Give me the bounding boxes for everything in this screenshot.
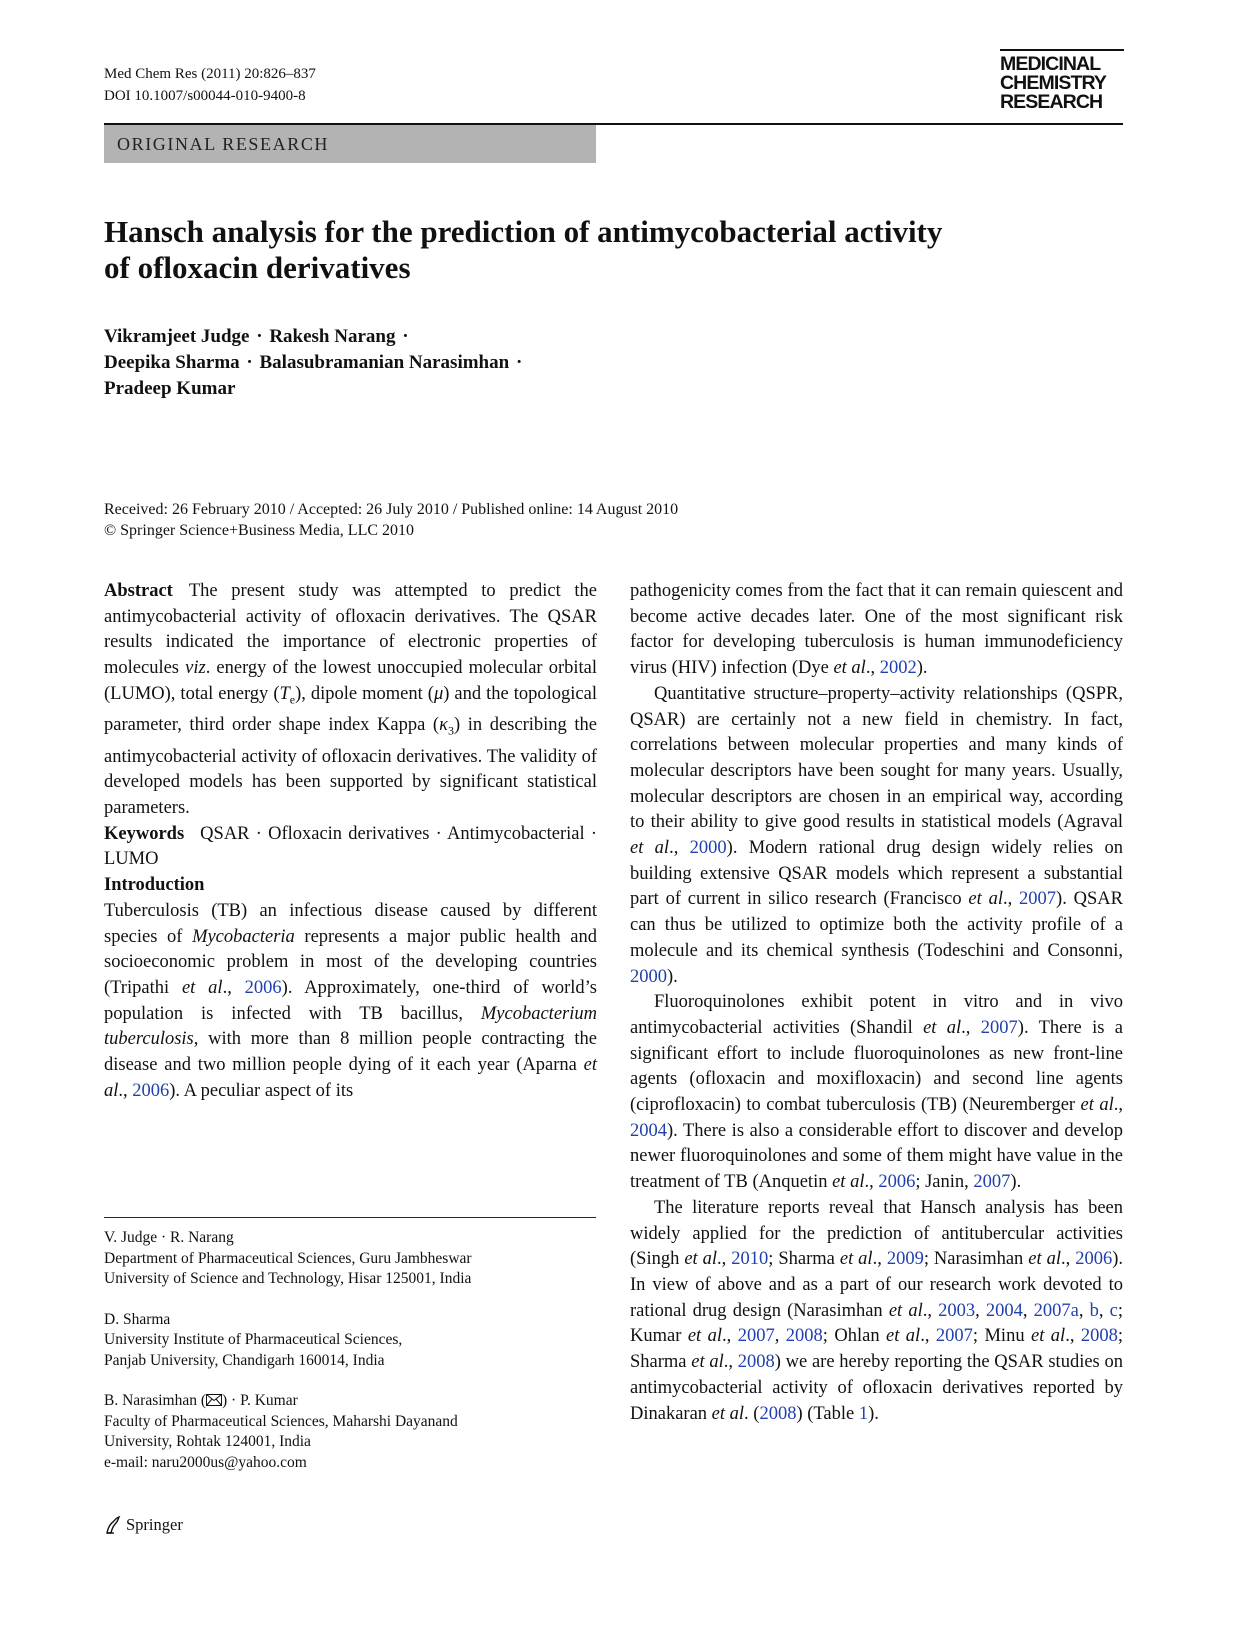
author-list	[104, 324, 524, 402]
citation-link[interactable]: 2006	[244, 977, 282, 998]
citation-link[interactable]: 2010	[731, 1249, 769, 1270]
title-line: of ofloxacin derivatives	[104, 250, 411, 285]
citation-link[interactable]: 2000	[630, 966, 667, 987]
citation-link[interactable]: 2007	[973, 1172, 1011, 1193]
publisher-name: Springer	[126, 1515, 183, 1534]
email-address[interactable]: e-mail: naru2000us@yahoo.com	[104, 1453, 307, 1471]
logo-line: RESEARCH	[1000, 91, 1103, 113]
citation-link[interactable]: 2009	[886, 1249, 924, 1270]
intro-paragraph: Tuberculosis (TB) an infectious disease caused by different species of Mycobacteria represents a major public health and socioeconomic problem in most of the developing countries (Tripathi et al., 2006). Approximately, one-third of world’s population is infected with TB bacillus, Mycobacterium tuberculosis, with more than 8 million people contracting the disease and two million people dying of it each year (Aparna et al., 2006). A peculiar aspect of its	[104, 900, 597, 1101]
citation-link[interactable]: 2007	[935, 1326, 973, 1347]
citation-link[interactable]: 2007	[737, 1326, 775, 1347]
section-heading-introduction: Introduction	[104, 875, 205, 896]
citation-link[interactable]: 2000	[689, 838, 727, 859]
history-dates: Received: 26 February 2010 / Accepted: 26 July 2010 / Published online: 14 August 2010	[104, 501, 679, 518]
article-type-banner: ORIGINAL RESEARCH	[104, 125, 596, 163]
citation-link[interactable]: 2008	[785, 1326, 823, 1347]
publisher-footer	[104, 1515, 183, 1535]
body-paragraph: Fluoroquinolones exhibit potent in vitro and in vivo antimycobacterial activities (Shandil et al., 2007). There is a significant effort to include fluoroquinolones as new front-line agents (ofloxacin and moxifloxacin) and second line agents (ciprofloxacin) to combat tuberculosis (TB) (Neuremberger et al., 2004). There is also a considerable effort to discover and develop newer fluoroquinolones and some of them might have value in the treatment of TB (Anquetin et al., 2006; Janin, 2007).	[630, 992, 1123, 1193]
citation-link[interactable]: 2008	[737, 1352, 775, 1373]
author-name: Rakesh Narang	[269, 326, 396, 347]
citation-link[interactable]: 2006	[878, 1172, 916, 1193]
author-name: Balasubramanian Narasimhan	[259, 352, 510, 373]
journal-logo	[1000, 49, 1124, 112]
keywords-list: QSAR · Ofloxacin derivatives · Antimycobacterial · LUMO	[104, 823, 597, 870]
citation-link[interactable]: 2007	[980, 1017, 1018, 1038]
abstract-label: Abstract	[104, 581, 173, 601]
envelope-icon	[206, 1394, 222, 1406]
affiliation-block: B. Narasimhan ( ) · P. Kumar Faculty of Pharmaceutical Sciences, Maharshi Dayanand University, Rohtak 124001, India e-mail: naru2000us@yahoo.com	[104, 1391, 604, 1473]
citation-link[interactable]: c	[1109, 1300, 1118, 1321]
doi[interactable]: DOI 10.1007/s00044-010-9400-8	[104, 88, 306, 104]
citation-link[interactable]: 2004	[630, 1120, 667, 1141]
author-separator: ·	[246, 352, 253, 373]
affiliations	[104, 1228, 604, 1493]
author-separator: ·	[515, 352, 523, 373]
citation-link[interactable]: 2006	[132, 1080, 170, 1101]
citation-link[interactable]: 2007	[1019, 889, 1057, 910]
body-paragraph: pathogenicity comes from the fact that it can remain quiescent and become active decades later. One of the most significant risk factor for developing tuberculosis is human immunodeficiency virus (HIV) infection (Dye et al., 2002).	[630, 581, 1123, 679]
citation-link[interactable]: b	[1089, 1300, 1099, 1321]
affiliation-block: V. Judge · R. Narang Department of Pharmaceutical Sciences, Guru Jambheswar University of Science and Technology, Hisar 125001, India	[104, 1229, 472, 1287]
keywords-label: Keywords	[104, 823, 185, 844]
abstract: Abstract The present study was attempted to predict the antimycobacterial activity of ofloxacin derivatives. The QSAR results indicated the importance of electronic properties of molecules viz. energy of the lowest unoccupied molecular orbital (LUMO), total energy $(T_e)$, dipole moment (μ) and the topological parameter, third order shape index Kappa $(\kappa_3)$ in describing the antimycobacterial activity of ofloxacin derivatives. The validity of developed models has been supported by significant statistical parameters.	[104, 581, 597, 818]
keywords	[104, 822, 597, 873]
author-name: Pradeep Kumar	[104, 378, 236, 399]
publication-dates	[104, 499, 678, 541]
affiliation-block: D. Sharma University Institute of Pharmaceutical Sciences, Panjab University, Chandigarh 160014, India	[104, 1310, 403, 1369]
author-separator: ·	[402, 326, 409, 347]
left-column	[104, 579, 597, 1104]
author-name: Vikramjeet Judge	[104, 326, 250, 347]
citation-link[interactable]: 2004	[985, 1300, 1023, 1321]
citation-link[interactable]: 2008	[1080, 1326, 1118, 1347]
title-line: Hansch analysis for the prediction of antimycobacterial activity	[104, 214, 943, 249]
table-link[interactable]: 1	[858, 1403, 869, 1424]
body-paragraph: Quantitative structure–property–activity relationships (QSPR, QSAR) are certainly not a new field in chemistry. In fact, correlations between molecular properties and many kinds of molecular descriptors have been sought for many years. Usually, molecular descriptors are chosen in an empirical way, according to their ability to give good results in statistical models (Agraval et al., 2000). Modern rational drug design widely relies on building extensive QSAR models which represent a substantial part of current in silico research (Francisco et al., 2007). QSAR can thus be utilized to optimize both the activity profile of a molecule and its chemical synthesis (Todeschini and Consonni, 2000).	[630, 683, 1124, 987]
footnote-rule	[104, 1217, 596, 1218]
article-title	[104, 214, 1034, 286]
citation-link[interactable]: 2003	[938, 1300, 976, 1321]
citation-link[interactable]: 2007a	[1033, 1300, 1079, 1321]
author-separator: ·	[256, 326, 263, 347]
citation-link[interactable]: 2002	[879, 658, 917, 679]
copyright: © Springer Science+Business Media, LLC 2010	[104, 522, 415, 539]
citation-link[interactable]: 2006	[1075, 1249, 1113, 1270]
citation-link[interactable]: 2008	[759, 1403, 797, 1424]
right-column	[630, 579, 1123, 1427]
logo-line: MEDICINAL	[1000, 53, 1101, 75]
author-name: Deepika Sharma	[104, 352, 240, 373]
body-paragraph: The literature reports reveal that Hansch analysis has been widely applied for the prediction of antitubercular activities (Singh et al., 2010; Sharma et al., 2009; Narasimhan et al., 2006). In view of above and as a part of our research work devoted to rational drug design (Narasimhan et al., 2003, 2004, 2007a, b, c; Kumar et al., 2007, 2008; Ohlan et al., 2007; Minu et al., 2008; Sharma et al., 2008) we are hereby reporting the QSAR studies on antimycobacterial activity of ofloxacin derivatives reported by Dinakaran et al. (2008) (Table 1).	[630, 1197, 1124, 1424]
springer-horse-icon	[104, 1515, 122, 1535]
journal-reference: Med Chem Res (2011) 20:826–837	[104, 66, 316, 82]
journal-citation	[104, 63, 316, 107]
logo-line: CHEMISTRY	[1000, 72, 1107, 94]
